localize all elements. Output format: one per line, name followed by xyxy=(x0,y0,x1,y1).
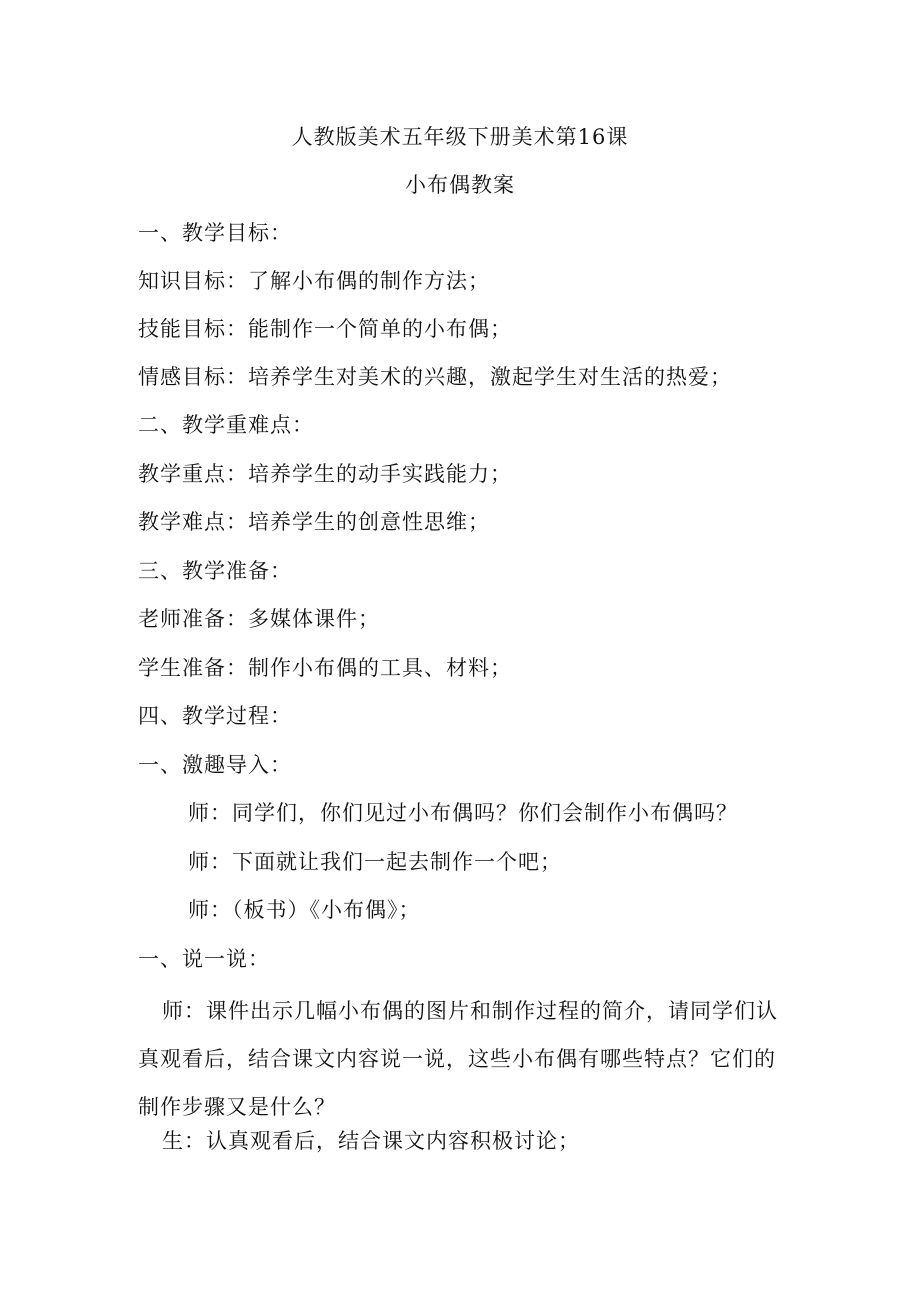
text-line: 学生准备：制作小布偶的工具、材料； xyxy=(138,656,512,680)
text-line: 老师准备：多媒体课件； xyxy=(138,607,380,631)
text-line: 师：（板书）《小布偶》； xyxy=(188,898,421,922)
text-line: 技能目标：能制作一个简单的小布偶； xyxy=(138,317,512,341)
paragraph: 师：课件出示几幅小布偶的图片和制作过程的简介，请同学们认真观看后，结合课文内容说一说，这些小布偶有哪些特点？它们的制作步骤又是什么？ xyxy=(138,999,778,1119)
text-line: 师：同学们，你们见过小布偶吗？你们会制作小布偶吗？ xyxy=(188,801,738,825)
text-line: 知识目标：了解小布偶的制作方法； xyxy=(138,269,490,293)
section-heading-preparation: 三、教学准备： xyxy=(138,559,292,583)
text-line: 教学重点：培养学生的动手实践能力； xyxy=(138,462,512,486)
text-line: 生：认真观看后，结合课文内容积极讨论； xyxy=(162,1129,580,1153)
section-heading-process: 四、教学过程： xyxy=(138,704,292,728)
subsection-heading-intro: 一、激趣导入： xyxy=(138,753,292,777)
document-subtitle: 小布偶教案 xyxy=(405,173,515,197)
subsection-heading-discuss: 一、说一说： xyxy=(138,947,270,971)
text-line: 情感目标：培养学生对美术的兴趣，激起学生对生活的热爱； xyxy=(138,365,732,389)
section-heading-key-points: 二、教学重难点： xyxy=(138,413,314,437)
text-line: 师：下面就让我们一起去制作一个吧； xyxy=(188,850,562,874)
section-heading-objectives: 一、教学目标： xyxy=(138,221,292,245)
document-title: 人教版美术五年级下册美术第16课 xyxy=(291,125,629,149)
text-line: 教学难点：培养学生的创意性思维； xyxy=(138,510,490,534)
